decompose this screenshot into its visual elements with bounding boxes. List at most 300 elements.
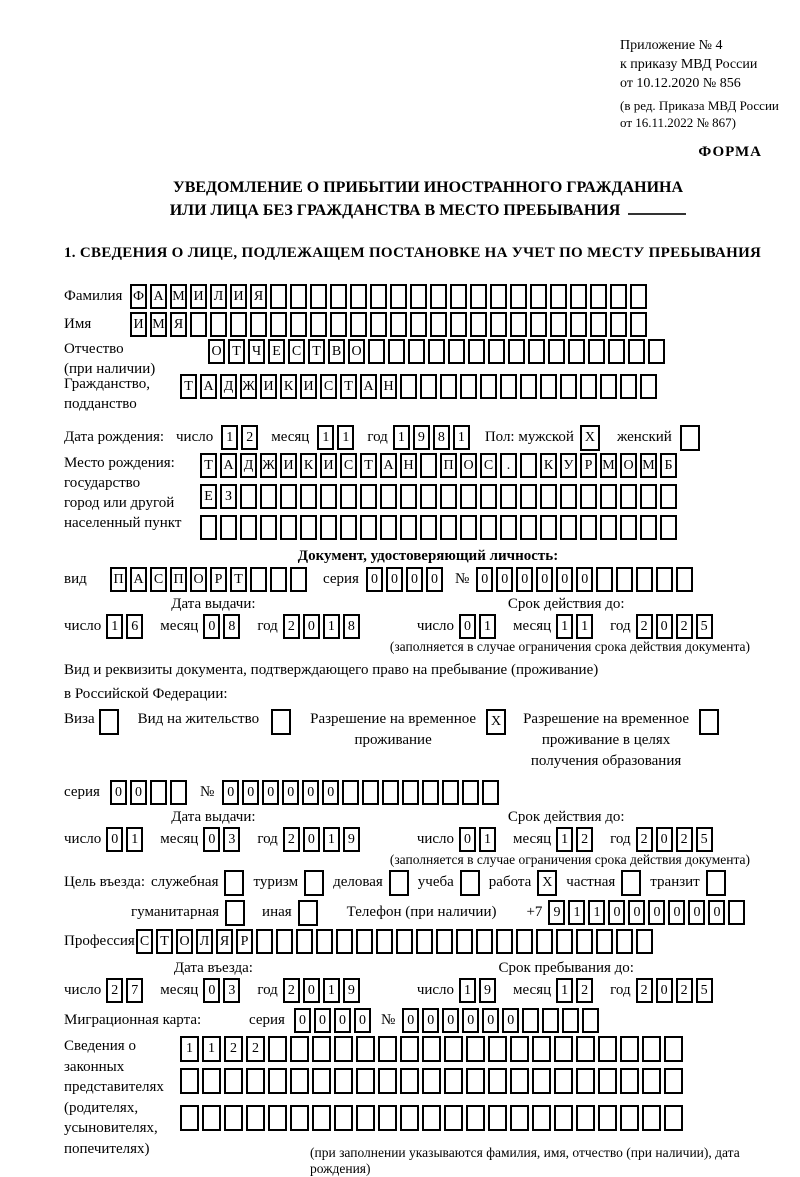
char-cell[interactable]	[642, 1036, 661, 1062]
char-cell[interactable]	[608, 339, 625, 364]
char-cell[interactable]	[488, 339, 505, 364]
char-cell[interactable]: 0	[303, 978, 320, 1003]
char-cell[interactable]	[598, 1105, 617, 1131]
char-cell[interactable]: И	[130, 312, 147, 337]
char-cell[interactable]: 9	[343, 827, 360, 852]
char-cell[interactable]: 3	[223, 978, 240, 1003]
char-cell[interactable]	[488, 1036, 507, 1062]
char-cell[interactable]: Е	[200, 484, 217, 509]
char-cell[interactable]: 0	[402, 1008, 419, 1033]
char-cell[interactable]: 2	[283, 827, 300, 852]
char-cell[interactable]	[246, 1068, 265, 1094]
char-cell[interactable]: 8	[433, 425, 450, 450]
char-cell[interactable]	[470, 312, 487, 337]
char-cell[interactable]	[508, 339, 525, 364]
char-cell[interactable]	[554, 1105, 573, 1131]
char-cell[interactable]: 0	[303, 614, 320, 639]
char-cell[interactable]: 3	[223, 827, 240, 852]
char-cell[interactable]	[560, 374, 577, 399]
char-cell[interactable]: 1	[323, 978, 340, 1003]
char-cell[interactable]	[460, 484, 477, 509]
char-cell[interactable]	[280, 515, 297, 540]
char-cell[interactable]	[356, 1036, 375, 1062]
char-cell[interactable]	[576, 1036, 595, 1062]
char-cell[interactable]: У	[560, 453, 577, 478]
char-cell[interactable]	[560, 484, 577, 509]
doc-issue-month[interactable]	[203, 614, 243, 639]
char-cell[interactable]	[548, 339, 565, 364]
char-cell[interactable]	[600, 374, 617, 399]
char-cell[interactable]	[356, 1105, 375, 1131]
char-cell[interactable]: 0	[459, 614, 476, 639]
char-cell[interactable]: 0	[459, 827, 476, 852]
char-cell[interactable]	[630, 312, 647, 337]
permit-valid-year[interactable]	[636, 827, 716, 852]
purpose-business-checkbox[interactable]	[389, 870, 412, 896]
char-cell[interactable]	[220, 515, 237, 540]
char-cell[interactable]	[396, 929, 413, 954]
char-cell[interactable]	[422, 780, 439, 805]
char-cell[interactable]: 9	[548, 900, 565, 925]
doc-valid-month[interactable]	[556, 614, 596, 639]
char-cell[interactable]: С	[320, 374, 337, 399]
char-cell[interactable]	[621, 870, 641, 896]
char-cell[interactable]	[170, 780, 187, 805]
char-cell[interactable]: 0	[110, 780, 127, 805]
permit-valid-day[interactable]	[459, 827, 499, 852]
char-cell[interactable]: 1	[556, 978, 573, 1003]
char-cell[interactable]: 0	[708, 900, 725, 925]
doc-issue-day[interactable]	[106, 614, 146, 639]
char-cell[interactable]	[562, 1008, 579, 1033]
char-cell[interactable]	[510, 1105, 529, 1131]
char-cell[interactable]	[444, 1105, 463, 1131]
char-cell[interactable]	[250, 567, 267, 592]
char-cell[interactable]: 0	[656, 827, 673, 852]
char-cell[interactable]	[699, 709, 719, 735]
char-cell[interactable]	[390, 312, 407, 337]
char-cell[interactable]: А	[220, 453, 237, 478]
char-cell[interactable]	[640, 374, 657, 399]
char-cell[interactable]: 1	[459, 978, 476, 1003]
char-cell[interactable]: X	[537, 870, 557, 896]
char-cell[interactable]: Н	[400, 453, 417, 478]
char-cell[interactable]	[456, 929, 473, 954]
char-cell[interactable]	[225, 900, 245, 926]
char-cell[interactable]	[480, 484, 497, 509]
char-cell[interactable]: К	[300, 453, 317, 478]
char-cell[interactable]	[368, 339, 385, 364]
char-cell[interactable]	[476, 929, 493, 954]
char-cell[interactable]	[550, 284, 567, 309]
char-cell[interactable]: 0	[322, 780, 339, 805]
char-cell[interactable]: И	[190, 284, 207, 309]
char-cell[interactable]	[490, 312, 507, 337]
char-cell[interactable]: 0	[334, 1008, 351, 1033]
char-cell[interactable]	[520, 453, 537, 478]
char-cell[interactable]: А	[130, 567, 147, 592]
char-cell[interactable]	[382, 780, 399, 805]
char-cell[interactable]: Ж	[240, 374, 257, 399]
doc-series-field[interactable]	[366, 567, 446, 592]
char-cell[interactable]: К	[540, 453, 557, 478]
purpose-tourism-checkbox[interactable]	[304, 870, 327, 896]
char-cell[interactable]	[150, 780, 167, 805]
char-cell[interactable]: М	[170, 284, 187, 309]
char-cell[interactable]	[706, 870, 726, 896]
char-cell[interactable]: 1	[180, 1036, 199, 1062]
char-cell[interactable]: 2	[576, 827, 593, 852]
char-cell[interactable]: М	[640, 453, 657, 478]
char-cell[interactable]	[642, 1068, 661, 1094]
char-cell[interactable]	[290, 567, 307, 592]
char-cell[interactable]	[190, 312, 207, 337]
char-cell[interactable]: 0	[366, 567, 383, 592]
char-cell[interactable]	[202, 1105, 221, 1131]
char-cell[interactable]	[620, 1036, 639, 1062]
permit-series-field[interactable]	[110, 780, 190, 805]
char-cell[interactable]: 2	[636, 827, 653, 852]
char-cell[interactable]	[334, 1068, 353, 1094]
char-cell[interactable]	[300, 484, 317, 509]
char-cell[interactable]	[466, 1105, 485, 1131]
char-cell[interactable]: Д	[220, 374, 237, 399]
char-cell[interactable]	[180, 1105, 199, 1131]
char-cell[interactable]	[336, 929, 353, 954]
char-cell[interactable]	[516, 929, 533, 954]
char-cell[interactable]: В	[328, 339, 345, 364]
char-cell[interactable]	[360, 484, 377, 509]
char-cell[interactable]: А	[360, 374, 377, 399]
char-cell[interactable]: 1	[556, 614, 573, 639]
doc-valid-year[interactable]	[636, 614, 716, 639]
char-cell[interactable]	[582, 1008, 599, 1033]
char-cell[interactable]	[580, 515, 597, 540]
char-cell[interactable]: 5	[696, 978, 713, 1003]
char-cell[interactable]	[320, 515, 337, 540]
char-cell[interactable]	[500, 374, 517, 399]
char-cell[interactable]	[488, 1068, 507, 1094]
char-cell[interactable]: 1	[479, 827, 496, 852]
char-cell[interactable]	[510, 284, 527, 309]
char-cell[interactable]: 0	[502, 1008, 519, 1033]
char-cell[interactable]	[664, 1105, 683, 1131]
char-cell[interactable]: 1	[317, 425, 334, 450]
char-cell[interactable]	[378, 1068, 397, 1094]
birthplace-row-1[interactable]	[200, 453, 680, 478]
char-cell[interactable]	[656, 567, 673, 592]
char-cell[interactable]	[636, 567, 653, 592]
char-cell[interactable]: 0	[536, 567, 553, 592]
char-cell[interactable]: 0	[442, 1008, 459, 1033]
char-cell[interactable]: 0	[106, 827, 123, 852]
char-cell[interactable]: 1	[453, 425, 470, 450]
char-cell[interactable]: 2	[246, 1036, 265, 1062]
char-cell[interactable]	[416, 929, 433, 954]
char-cell[interactable]	[360, 515, 377, 540]
char-cell[interactable]: .	[500, 453, 517, 478]
char-cell[interactable]	[402, 780, 419, 805]
char-cell[interactable]	[576, 1068, 595, 1094]
char-cell[interactable]: Ф	[130, 284, 147, 309]
char-cell[interactable]	[440, 484, 457, 509]
char-cell[interactable]	[550, 312, 567, 337]
char-cell[interactable]: 0	[406, 567, 423, 592]
char-cell[interactable]	[400, 1036, 419, 1062]
char-cell[interactable]	[340, 484, 357, 509]
char-cell[interactable]: С	[136, 929, 153, 954]
char-cell[interactable]: 1	[323, 827, 340, 852]
char-cell[interactable]	[362, 780, 379, 805]
stay-day[interactable]	[459, 978, 499, 1003]
char-cell[interactable]	[480, 515, 497, 540]
entry-year[interactable]	[283, 978, 363, 1003]
char-cell[interactable]: 0	[242, 780, 259, 805]
char-cell[interactable]: Л	[210, 284, 227, 309]
char-cell[interactable]	[320, 484, 337, 509]
char-cell[interactable]	[304, 870, 324, 896]
char-cell[interactable]	[430, 312, 447, 337]
char-cell[interactable]	[482, 780, 499, 805]
permit-issue-day[interactable]	[106, 827, 146, 852]
char-cell[interactable]: М	[150, 312, 167, 337]
char-cell[interactable]: 1	[106, 614, 123, 639]
char-cell[interactable]: 1	[126, 827, 143, 852]
char-cell[interactable]	[240, 515, 257, 540]
char-cell[interactable]	[334, 1105, 353, 1131]
doc-valid-day[interactable]	[459, 614, 499, 639]
char-cell[interactable]: Н	[380, 374, 397, 399]
char-cell[interactable]	[680, 425, 700, 451]
char-cell[interactable]	[610, 312, 627, 337]
permit-issue-year[interactable]	[283, 827, 363, 852]
char-cell[interactable]	[640, 515, 657, 540]
char-cell[interactable]	[256, 929, 273, 954]
char-cell[interactable]	[422, 1068, 441, 1094]
char-cell[interactable]: Т	[180, 374, 197, 399]
char-cell[interactable]	[542, 1008, 559, 1033]
char-cell[interactable]: 0	[282, 780, 299, 805]
char-cell[interactable]: 7	[126, 978, 143, 1003]
char-cell[interactable]	[540, 484, 557, 509]
char-cell[interactable]: Т	[156, 929, 173, 954]
char-cell[interactable]	[664, 1068, 683, 1094]
birthplace-row-3[interactable]	[200, 515, 680, 540]
char-cell[interactable]	[444, 1068, 463, 1094]
char-cell[interactable]	[630, 284, 647, 309]
char-cell[interactable]: 0	[462, 1008, 479, 1033]
char-cell[interactable]	[428, 339, 445, 364]
char-cell[interactable]: 1	[588, 900, 605, 925]
char-cell[interactable]	[250, 312, 267, 337]
purpose-other-checkbox[interactable]	[298, 900, 321, 926]
char-cell[interactable]: 2	[576, 978, 593, 1003]
char-cell[interactable]	[636, 929, 653, 954]
char-cell[interactable]: М	[600, 453, 617, 478]
char-cell[interactable]: 0	[688, 900, 705, 925]
doc-type-field[interactable]	[110, 567, 310, 592]
char-cell[interactable]: 2	[283, 614, 300, 639]
char-cell[interactable]	[462, 780, 479, 805]
doc-issue-year[interactable]	[283, 614, 363, 639]
char-cell[interactable]	[224, 870, 244, 896]
purpose-humanitarian-checkbox[interactable]	[225, 900, 248, 926]
entry-day[interactable]	[106, 978, 146, 1003]
temp-residence-education-checkbox[interactable]	[699, 709, 722, 735]
char-cell[interactable]: 2	[676, 614, 693, 639]
char-cell[interactable]	[440, 374, 457, 399]
char-cell[interactable]	[530, 284, 547, 309]
char-cell[interactable]: 5	[696, 614, 713, 639]
char-cell[interactable]	[576, 1105, 595, 1131]
char-cell[interactable]	[500, 515, 517, 540]
char-cell[interactable]: 1	[202, 1036, 221, 1062]
char-cell[interactable]	[664, 1036, 683, 1062]
char-cell[interactable]	[376, 929, 393, 954]
char-cell[interactable]: О	[620, 453, 637, 478]
char-cell[interactable]: 0	[386, 567, 403, 592]
char-cell[interactable]	[310, 312, 327, 337]
char-cell[interactable]: 0	[608, 900, 625, 925]
char-cell[interactable]	[600, 484, 617, 509]
char-cell[interactable]: X	[580, 425, 600, 451]
char-cell[interactable]	[500, 484, 517, 509]
birth-day-field[interactable]	[221, 425, 261, 450]
char-cell[interactable]	[488, 1105, 507, 1131]
char-cell[interactable]	[620, 515, 637, 540]
char-cell[interactable]	[388, 339, 405, 364]
char-cell[interactable]: 1	[337, 425, 354, 450]
char-cell[interactable]	[290, 312, 307, 337]
char-cell[interactable]	[296, 929, 313, 954]
profession-field[interactable]	[136, 929, 656, 954]
char-cell[interactable]: Я	[250, 284, 267, 309]
char-cell[interactable]	[330, 284, 347, 309]
visa-checkbox[interactable]	[99, 709, 122, 735]
char-cell[interactable]: Б	[660, 453, 677, 478]
char-cell[interactable]	[276, 929, 293, 954]
char-cell[interactable]: С	[480, 453, 497, 478]
char-cell[interactable]: Ж	[260, 453, 277, 478]
char-cell[interactable]: А	[200, 374, 217, 399]
char-cell[interactable]: Т	[340, 374, 357, 399]
char-cell[interactable]	[598, 1036, 617, 1062]
char-cell[interactable]	[480, 374, 497, 399]
char-cell[interactable]	[610, 284, 627, 309]
char-cell[interactable]	[540, 374, 557, 399]
char-cell[interactable]	[420, 453, 437, 478]
char-cell[interactable]	[400, 374, 417, 399]
char-cell[interactable]: 0	[476, 567, 493, 592]
char-cell[interactable]: О	[190, 567, 207, 592]
char-cell[interactable]	[230, 312, 247, 337]
char-cell[interactable]	[728, 900, 745, 925]
char-cell[interactable]	[460, 374, 477, 399]
char-cell[interactable]	[580, 374, 597, 399]
char-cell[interactable]: А	[150, 284, 167, 309]
char-cell[interactable]: 5	[696, 827, 713, 852]
entry-month[interactable]	[203, 978, 243, 1003]
char-cell[interactable]	[422, 1105, 441, 1131]
char-cell[interactable]: Т	[200, 453, 217, 478]
char-cell[interactable]: 0	[203, 614, 220, 639]
char-cell[interactable]	[422, 1036, 441, 1062]
char-cell[interactable]	[510, 312, 527, 337]
char-cell[interactable]	[600, 515, 617, 540]
migcard-number-field[interactable]	[402, 1008, 602, 1033]
char-cell[interactable]: Т	[308, 339, 325, 364]
char-cell[interactable]: 0	[496, 567, 513, 592]
char-cell[interactable]: 0	[668, 900, 685, 925]
char-cell[interactable]	[246, 1105, 265, 1131]
char-cell[interactable]: 2	[676, 827, 693, 852]
char-cell[interactable]: 2	[283, 978, 300, 1003]
char-cell[interactable]	[240, 484, 257, 509]
char-cell[interactable]: И	[300, 374, 317, 399]
char-cell[interactable]	[676, 567, 693, 592]
char-cell[interactable]	[532, 1105, 551, 1131]
char-cell[interactable]: 2	[241, 425, 258, 450]
char-cell[interactable]	[290, 1068, 309, 1094]
char-cell[interactable]	[490, 284, 507, 309]
char-cell[interactable]	[660, 515, 677, 540]
char-cell[interactable]: 1	[568, 900, 585, 925]
char-cell[interactable]	[280, 484, 297, 509]
char-cell[interactable]: 0	[130, 780, 147, 805]
char-cell[interactable]: 0	[294, 1008, 311, 1033]
temp-residence-checkbox[interactable]	[486, 709, 509, 735]
char-cell[interactable]	[389, 870, 409, 896]
char-cell[interactable]: Р	[210, 567, 227, 592]
char-cell[interactable]: 0	[656, 614, 673, 639]
purpose-official-checkbox[interactable]	[224, 870, 247, 896]
char-cell[interactable]: Р	[580, 453, 597, 478]
char-cell[interactable]	[270, 284, 287, 309]
char-cell[interactable]	[520, 515, 537, 540]
birth-year-field[interactable]	[393, 425, 473, 450]
char-cell[interactable]: Е	[268, 339, 285, 364]
char-cell[interactable]	[340, 515, 357, 540]
char-cell[interactable]: 0	[576, 567, 593, 592]
char-cell[interactable]	[520, 374, 537, 399]
char-cell[interactable]: 0	[422, 1008, 439, 1033]
char-cell[interactable]	[430, 284, 447, 309]
char-cell[interactable]: 2	[636, 978, 653, 1003]
char-cell[interactable]	[598, 1068, 617, 1094]
char-cell[interactable]	[420, 484, 437, 509]
birth-month-field[interactable]	[317, 425, 357, 450]
char-cell[interactable]	[528, 339, 545, 364]
char-cell[interactable]: О	[176, 929, 193, 954]
char-cell[interactable]: И	[320, 453, 337, 478]
char-cell[interactable]: Р	[236, 929, 253, 954]
char-cell[interactable]	[620, 1105, 639, 1131]
permit-valid-month[interactable]	[556, 827, 596, 852]
char-cell[interactable]	[378, 1036, 397, 1062]
char-cell[interactable]: 0	[482, 1008, 499, 1033]
char-cell[interactable]	[450, 312, 467, 337]
char-cell[interactable]: 0	[314, 1008, 331, 1033]
char-cell[interactable]	[312, 1068, 331, 1094]
char-cell[interactable]	[570, 312, 587, 337]
char-cell[interactable]: Т	[228, 339, 245, 364]
char-cell[interactable]: 8	[343, 614, 360, 639]
char-cell[interactable]: Т	[230, 567, 247, 592]
char-cell[interactable]: Я	[170, 312, 187, 337]
char-cell[interactable]	[444, 1036, 463, 1062]
char-cell[interactable]	[556, 929, 573, 954]
char-cell[interactable]	[468, 339, 485, 364]
